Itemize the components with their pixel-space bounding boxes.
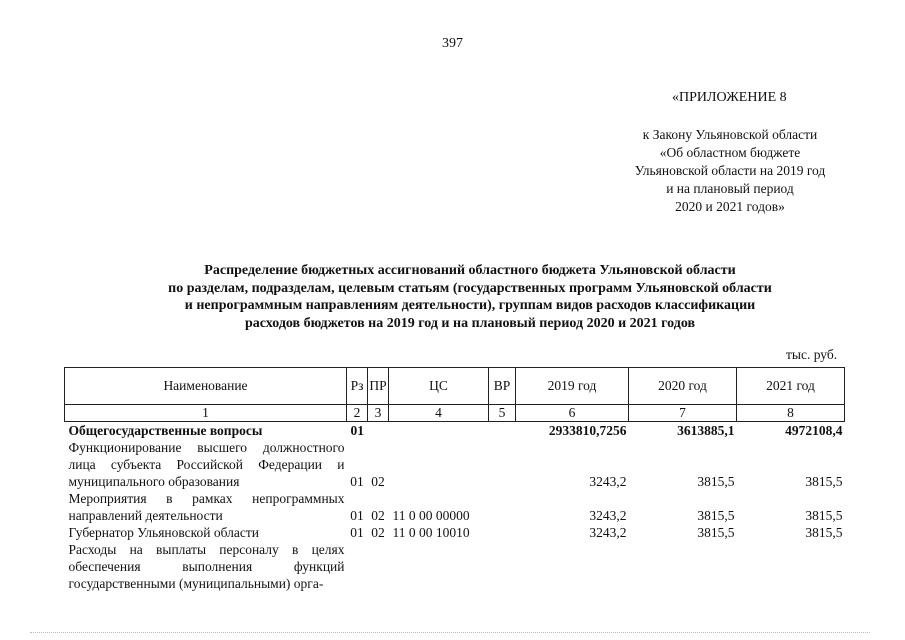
row-name: Общегосударственные вопросы — [68, 423, 263, 438]
header-vr: ВР — [489, 368, 516, 405]
law-reference-line: 2020 и 2021 годов» — [675, 199, 785, 214]
row-2019 — [516, 541, 629, 592]
column-number: 4 — [389, 405, 489, 422]
header-rz: Рз — [347, 368, 368, 405]
page-number: 397 — [442, 36, 463, 51]
table-row — [65, 422, 845, 440]
row-cs — [389, 439, 489, 490]
column-number: 6 — [516, 405, 629, 422]
row-name: Мероприятия в рамках непрограммных направлений деятельности — [68, 491, 345, 523]
row-2021: 3815,5 — [805, 474, 843, 489]
header-2021: 2021 год — [737, 368, 845, 405]
row-2019: 3243,2 — [589, 525, 627, 540]
row-2020: 3815,5 — [697, 508, 735, 523]
row-rz — [347, 541, 368, 592]
table-row — [65, 541, 845, 592]
row-name: Функционирование высшего должностного лица субъекта Российской Федерации и муниципального образования — [68, 440, 345, 489]
table-row — [65, 490, 845, 524]
unit-label: тыс. руб. — [786, 347, 838, 362]
appendix-label: «ПРИЛОЖЕНИЕ 8 — [672, 90, 787, 105]
row-cs — [389, 541, 489, 592]
title-line: по разделам, подразделам, целевым статьям (государственных программ Ульяновской области — [168, 280, 772, 296]
row-name: Губернатор Ульяновской области — [68, 525, 260, 540]
header-2020: 2020 год — [629, 368, 737, 405]
title-line: Распределение бюджетных ассигнований областного бюджета Ульяновской области — [204, 263, 736, 278]
row-cs: 11 0 00 10010 — [392, 525, 470, 540]
row-2021: 4972108,4 — [785, 423, 843, 438]
row-rz: 01 — [350, 474, 364, 489]
title-line: и непрограммным направлениям деятельности), группам видов расходов классификации — [184, 298, 756, 313]
row-2020: 3613885,1 — [677, 423, 735, 438]
document-title — [90, 262, 850, 332]
table-row — [65, 524, 845, 541]
column-number-row — [65, 405, 845, 422]
row-cs: 11 0 00 00000 — [392, 508, 470, 523]
row-2019: 3243,2 — [589, 474, 627, 489]
row-2019: 2933810,7256 — [548, 423, 627, 438]
title-line: расходов бюджетов на 2019 год и на плановый период 2020 и 2021 годов — [244, 315, 696, 331]
row-pr: 02 — [371, 508, 385, 523]
row-2021 — [737, 541, 845, 592]
row-2020 — [629, 541, 737, 592]
law-reference-line: Ульяновской области на 2019 год — [634, 163, 826, 178]
header-cs: ЦС — [389, 368, 489, 405]
law-reference-line: и на плановый период — [666, 181, 794, 196]
column-number: 2 — [347, 405, 368, 422]
row-vr — [489, 524, 516, 541]
column-number: 5 — [489, 405, 516, 422]
row-vr — [489, 490, 516, 524]
row-vr — [489, 541, 516, 592]
column-number: 7 — [629, 405, 737, 422]
row-rz: 01 — [350, 423, 364, 438]
table-header-row — [65, 368, 845, 405]
header-pr: ПР — [368, 368, 389, 405]
column-number: 1 — [65, 405, 347, 422]
row-2020: 3815,5 — [697, 525, 735, 540]
table-row — [65, 439, 845, 490]
row-2019: 3243,2 — [589, 508, 627, 523]
row-2020: 3815,5 — [697, 474, 735, 489]
row-pr: 02 — [371, 525, 385, 540]
row-pr — [368, 541, 389, 592]
law-reference-line: к Закону Ульяновской области — [642, 127, 818, 142]
row-2021: 3815,5 — [805, 525, 843, 540]
page-bottom-edge — [30, 632, 870, 634]
row-name: Расходы на выплаты персоналу в целях обеспечения выполнения функций государственными (муниципальными) орга- — [68, 542, 345, 591]
row-vr — [489, 439, 516, 490]
column-number: 8 — [737, 405, 845, 422]
budget-table — [64, 367, 845, 592]
row-rz: 01 — [350, 508, 364, 523]
law-reference-line: «Об областном бюджете — [659, 145, 801, 160]
law-reference — [600, 126, 860, 216]
row-rz: 01 — [350, 525, 364, 540]
header-name: Наименование — [65, 368, 347, 405]
column-number: 3 — [368, 405, 389, 422]
row-2021: 3815,5 — [805, 508, 843, 523]
row-pr: 02 — [371, 474, 385, 489]
header-2019: 2019 год — [516, 368, 629, 405]
